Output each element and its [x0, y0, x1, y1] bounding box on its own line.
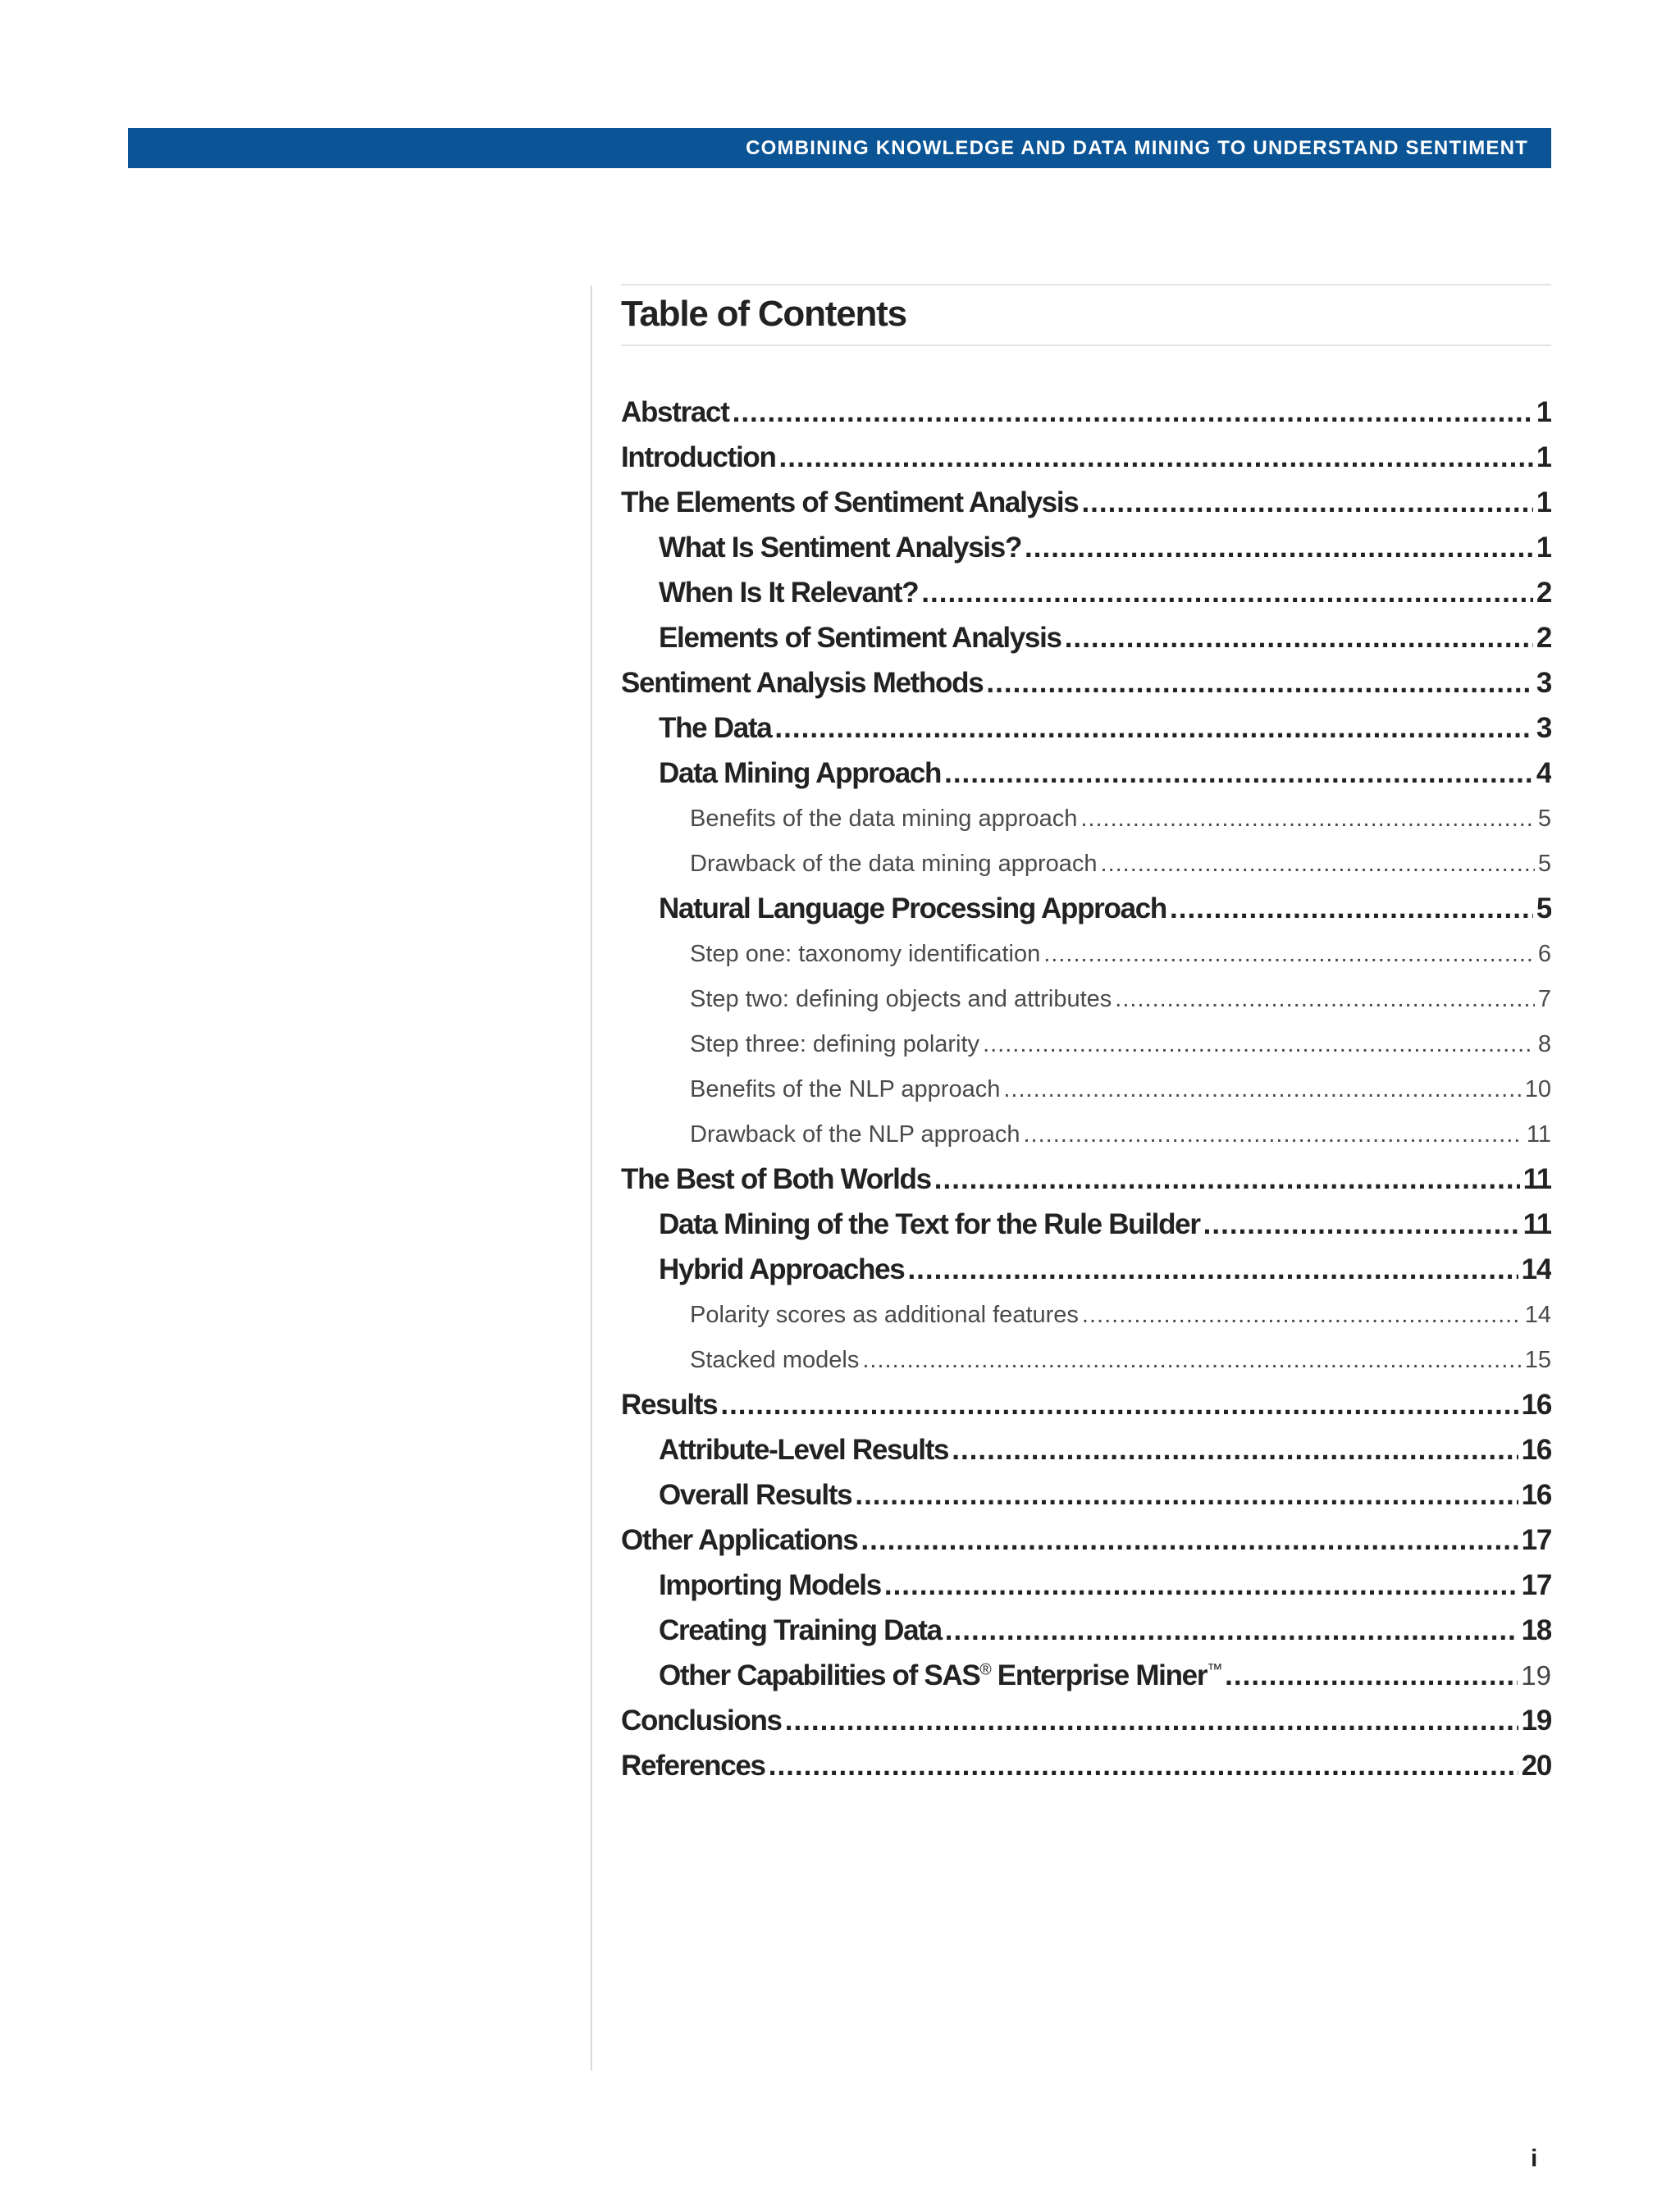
toc-entry-level-2[interactable]	[621, 1203, 1551, 1248]
toc-entry-page-number: 5	[1536, 892, 1551, 924]
dot-leader	[1025, 532, 1533, 564]
toc-entry-page-number: 11	[1522, 1163, 1551, 1195]
toc-entry-level-2[interactable]	[621, 1655, 1551, 1700]
dot-leader	[921, 577, 1533, 609]
toc-entry-level-3[interactable]	[621, 933, 1551, 978]
toc-entry-page-number: 1	[1536, 396, 1551, 428]
toc-entry-level-1[interactable]	[621, 662, 1551, 707]
dot-leader	[1101, 851, 1535, 878]
toc-entry-title: Results	[621, 1389, 718, 1421]
toc-entry-level-2[interactable]	[621, 888, 1551, 933]
toc-entry-level-1[interactable]	[621, 1384, 1551, 1429]
toc-entry-page-number: 4	[1536, 757, 1551, 789]
toc-entry-level-2[interactable]	[621, 1564, 1551, 1609]
toc-title: Table of Contents	[621, 294, 906, 334]
toc-entry-level-3[interactable]	[621, 978, 1551, 1023]
dot-leader	[934, 1163, 1520, 1196]
dot-leader	[769, 1750, 1518, 1782]
toc-entry-title: Drawback of the NLP approach	[690, 1121, 1020, 1148]
toc-entry-title: Benefits of the data mining approach	[690, 806, 1078, 832]
dot-leader	[785, 1705, 1518, 1737]
toc-entry-page-number: 6	[1537, 941, 1551, 967]
dot-leader	[720, 1389, 1518, 1422]
toc-entry-page-number: 1	[1536, 532, 1551, 564]
toc-entry-level-1[interactable]	[621, 482, 1551, 527]
toc-entry-title: Introduction	[621, 441, 776, 473]
dot-leader	[855, 1479, 1518, 1512]
toc-entry-level-3[interactable]	[621, 1068, 1551, 1113]
toc-entry-page-number: 20	[1521, 1750, 1551, 1782]
dot-leader	[1043, 941, 1535, 968]
toc-entry-level-1[interactable]	[621, 1158, 1551, 1203]
toc-entry-page-number: 11	[1522, 1208, 1551, 1240]
toc-entry-level-2[interactable]	[621, 527, 1551, 572]
toc-entry-page-number: 8	[1537, 1031, 1551, 1057]
toc-entry-page-number: 1	[1536, 486, 1551, 518]
toc-entry-title: Importing Models	[659, 1569, 881, 1601]
toc-entry-page-number: 3	[1536, 667, 1551, 699]
dot-leader	[907, 1253, 1518, 1286]
toc-entry-title: Other Applications	[621, 1524, 858, 1556]
toc-entry-title: Sentiment Analysis Methods	[621, 667, 984, 699]
dot-leader	[861, 1524, 1518, 1557]
toc-entry-level-2[interactable]	[621, 1429, 1551, 1474]
dot-leader	[1003, 1076, 1521, 1103]
dot-leader	[1115, 986, 1535, 1013]
toc-title-block	[621, 284, 1551, 346]
toc-entry-level-1[interactable]	[621, 391, 1551, 436]
toc-entry-page-number: 17	[1521, 1569, 1551, 1601]
toc-entry-page-number: 2	[1536, 622, 1551, 654]
dot-leader	[779, 441, 1533, 474]
dot-leader	[733, 396, 1533, 429]
dot-leader	[944, 757, 1533, 790]
toc-entry-page-number: 10	[1524, 1076, 1551, 1102]
toc-entry-level-2[interactable]	[621, 572, 1551, 617]
toc-entry-title: Step one: taxonomy identification	[690, 941, 1041, 967]
toc-entry-page-number: 5	[1537, 851, 1551, 877]
dot-leader	[952, 1434, 1518, 1467]
dot-leader	[1170, 892, 1533, 925]
toc-entry-title: Creating Training Data	[659, 1614, 942, 1646]
toc-entry-title: What Is Sentiment Analysis?	[659, 532, 1022, 564]
toc-entry-title: Hybrid Approaches	[659, 1253, 905, 1285]
toc-entry-title: Elements of Sentiment Analysis	[659, 622, 1061, 654]
toc-entry-page-number: 1	[1536, 441, 1551, 473]
page-number: i	[1531, 2145, 1538, 2172]
table-of-contents	[621, 391, 1551, 1790]
toc-entry-page-number: 3	[1536, 712, 1551, 744]
toc-entry-level-2[interactable]	[621, 1474, 1551, 1519]
dot-leader	[983, 1031, 1535, 1058]
toc-entry-title: The Data	[659, 712, 772, 744]
toc-entry-level-3[interactable]	[621, 842, 1551, 888]
toc-entry-page-number: 19	[1521, 1660, 1551, 1691]
toc-entry-title: Drawback of the data mining approach	[690, 851, 1098, 877]
running-header-title: COMBINING KNOWLEDGE AND DATA MINING TO UNDERSTAND SENTIMENT	[746, 137, 1528, 159]
toc-entry-page-number: 14	[1521, 1253, 1551, 1285]
toc-entry-title: Step three: defining polarity	[690, 1031, 980, 1057]
toc-entry-level-2[interactable]	[621, 1609, 1551, 1655]
toc-entry-level-2[interactable]	[621, 1248, 1551, 1294]
toc-entry-page-number: 19	[1521, 1705, 1551, 1737]
toc-entry-title: Step two: defining objects and attributes	[690, 986, 1112, 1012]
toc-entry-page-number: 16	[1521, 1434, 1551, 1466]
dot-leader	[1081, 486, 1532, 519]
running-header-band	[128, 128, 1551, 168]
toc-entry-title: References	[621, 1750, 765, 1782]
toc-entry-title: Benefits of the NLP approach	[690, 1076, 1001, 1102]
toc-entry-title: Stacked models	[690, 1347, 860, 1373]
dot-leader	[986, 667, 1532, 700]
toc-entry-title: The Best of Both Worlds	[621, 1163, 931, 1195]
column-divider-rule	[591, 285, 592, 2070]
toc-entry-page-number: 7	[1537, 986, 1551, 1012]
toc-entry-level-1[interactable]	[621, 436, 1551, 482]
toc-entry-level-2[interactable]	[621, 752, 1551, 797]
toc-entry-title: Abstract	[621, 396, 729, 428]
toc-entry-title: Attribute-Level Results	[659, 1434, 949, 1466]
toc-entry-title: Other Capabilities of SAS® Enterprise Miner™	[659, 1659, 1222, 1691]
dot-leader	[1225, 1659, 1518, 1692]
toc-entry-title: When Is It Relevant?	[659, 577, 919, 609]
dot-leader	[1082, 1302, 1522, 1329]
dot-leader	[1065, 622, 1533, 655]
dot-leader	[1080, 806, 1534, 833]
toc-entry-title: Data Mining Approach	[659, 757, 942, 789]
toc-entry-title: The Elements of Sentiment Analysis	[621, 486, 1079, 518]
dot-leader	[884, 1569, 1518, 1602]
dot-leader	[862, 1347, 1521, 1374]
toc-entry-level-3[interactable]	[621, 1339, 1551, 1384]
toc-entry-page-number: 11	[1526, 1121, 1551, 1148]
toc-entry-page-number: 2	[1536, 577, 1551, 609]
toc-entry-title: Data Mining of the Text for the Rule Builder	[659, 1208, 1200, 1240]
toc-entry-title: Conclusions	[621, 1705, 782, 1737]
dot-leader	[1203, 1208, 1520, 1241]
toc-entry-title: Natural Language Processing Approach	[659, 892, 1166, 924]
toc-entry-level-3[interactable]	[621, 1023, 1551, 1068]
toc-entry-level-1[interactable]	[621, 1700, 1551, 1745]
toc-entry-page-number: 15	[1524, 1347, 1551, 1373]
toc-entry-page-number: 14	[1524, 1302, 1551, 1328]
toc-entry-page-number: 5	[1537, 806, 1551, 832]
toc-entry-level-2[interactable]	[621, 707, 1551, 752]
dot-leader	[1023, 1121, 1522, 1148]
dot-leader	[945, 1614, 1518, 1647]
toc-entry-level-2[interactable]	[621, 617, 1551, 662]
toc-entry-level-3[interactable]	[621, 1294, 1551, 1339]
toc-entry-level-1[interactable]	[621, 1745, 1551, 1790]
toc-entry-page-number: 16	[1521, 1389, 1551, 1421]
toc-entry-level-1[interactable]	[621, 1519, 1551, 1564]
toc-entry-title: Overall Results	[659, 1479, 852, 1511]
toc-entry-page-number: 18	[1521, 1614, 1551, 1646]
toc-entry-level-3[interactable]	[621, 1113, 1551, 1158]
toc-entry-title: Polarity scores as additional features	[690, 1302, 1079, 1328]
dot-leader	[774, 712, 1532, 745]
toc-entry-page-number: 17	[1521, 1524, 1551, 1556]
toc-entry-level-3[interactable]	[621, 797, 1551, 842]
toc-entry-page-number: 16	[1521, 1479, 1551, 1511]
